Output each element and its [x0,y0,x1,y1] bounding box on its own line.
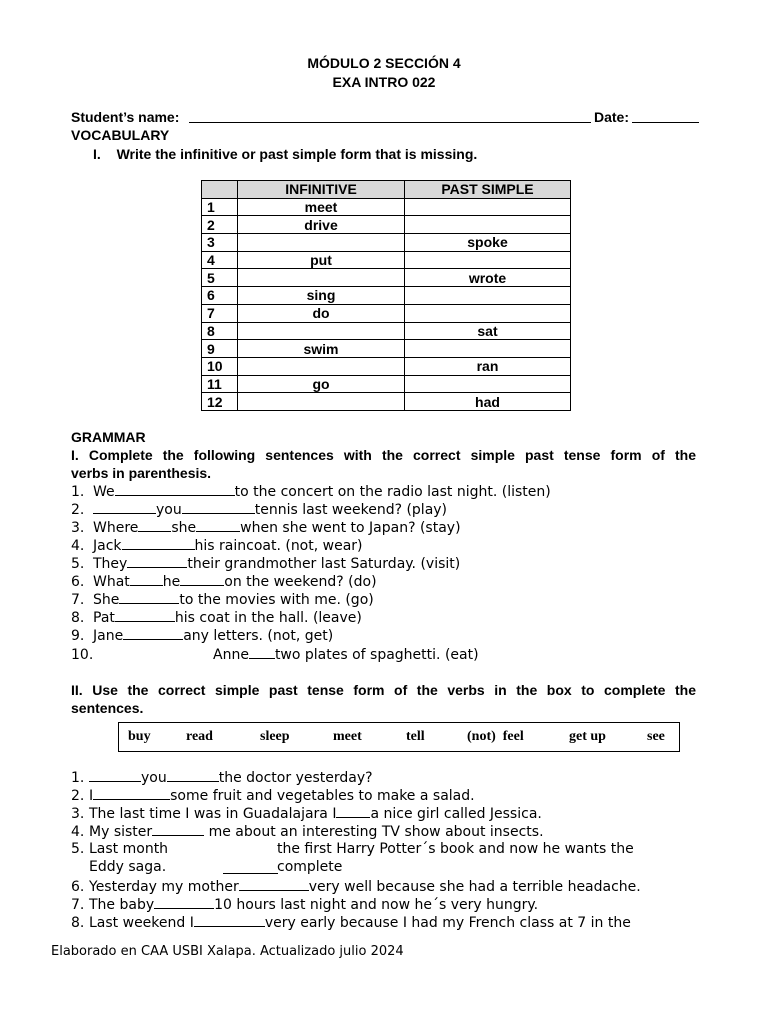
item-number: 7. [71,897,85,913]
sentence-text: you [156,502,182,518]
sentence-text: We [93,484,115,500]
sentence-text: she [171,520,197,536]
list-item [71,786,475,805]
sentence-text: Yesterday my mother [89,879,239,895]
item-number: 1. [71,770,85,786]
item-number: 10. [71,647,94,663]
answer-blank[interactable] [93,500,156,514]
date-blank[interactable] [632,122,699,123]
sentence-text: you [141,770,167,786]
verb-box-item: meet [333,729,362,744]
answer-blank[interactable] [130,572,163,586]
row-number-cell: 4 [202,251,238,269]
list-item [71,804,542,823]
answer-blank[interactable] [89,768,141,782]
table-row [202,216,571,234]
answer-blank[interactable] [93,786,170,800]
table-row [202,357,571,375]
verb-box-item: (not) feel [467,729,524,744]
item-number: 6. [71,574,85,590]
infinitive-cell: do [238,304,405,322]
past-simple-cell: spoke [405,234,571,252]
infinitive-cell: drive [238,216,405,234]
verb-box-item: get up [569,729,606,744]
sentence-text: Jack [93,538,122,554]
list-item [71,626,333,645]
sentence-text: Where [93,520,139,536]
document-subtitle: EXA INTRO 022 [332,74,436,90]
student-line [71,108,699,126]
table-row [202,269,571,287]
list-item [71,518,461,537]
past-simple-cell[interactable] [405,375,571,393]
infinitive-cell: swim [238,340,405,358]
item-number: 5. [71,841,85,857]
infinitive-cell: sing [238,287,405,305]
grammar-part2-instruction-line2: sentences. [71,700,144,716]
past-simple-cell: wrote [405,269,571,287]
sentence-text: to the concert on the radio last night. (listen) [234,484,551,500]
table-row [202,251,571,269]
sentence-text: The baby [89,897,155,913]
verb-box-item: tell [406,729,425,744]
sentence-text: on the weekend? (do) [224,574,377,590]
sentence-text: a nice girl called Jessica. [370,806,542,822]
row-number-cell: 8 [202,322,238,340]
row-number-cell: 12 [202,393,238,411]
sentence-text: when she went to Japan? (stay) [240,520,461,536]
sentence-text: They [93,556,128,572]
list-item [71,645,479,664]
item-number: 2. [71,502,85,518]
answer-blank[interactable] [239,877,309,891]
answer-blank[interactable] [119,590,179,604]
table-header-row [202,181,571,199]
sentence-text: I [89,788,94,804]
item-number: 4. [71,824,85,840]
answer-blank[interactable] [167,768,219,782]
sentence-text: Eddy saga. [89,859,167,875]
past-simple-cell[interactable] [405,251,571,269]
row-number-cell: 10 [202,357,238,375]
sentence-text: Jane [93,628,124,644]
item-number: 8. [71,915,85,931]
answer-blank[interactable] [138,518,171,532]
sentence-text: Pat [93,610,115,626]
item-number: 1. [71,484,85,500]
past-simple-cell: had [405,393,571,411]
row-number-cell: 5 [202,269,238,287]
column-header-past-simple: PAST SIMPLE [405,181,571,199]
sentence-text: My sister [89,824,153,840]
sentence-text: very early because I had my French class at 7 in the [264,915,631,931]
vocabulary-heading: VOCABULARY [71,127,170,143]
table-row [202,340,571,358]
student-name-label: Student’s name: [71,109,180,125]
infinitive-cell[interactable] [238,393,405,411]
instruction-text: Write the infinitive or past simple form that is missing. [116,146,478,162]
table-row [202,393,571,411]
grammar-part1-instruction-line2: verbs in parenthesis. [71,465,212,481]
column-header-infinitive: INFINITIVE [238,181,405,199]
past-simple-cell[interactable] [405,198,571,216]
list-item [71,895,538,914]
answer-blank[interactable] [194,913,265,927]
answer-blank[interactable] [115,608,175,622]
past-simple-cell[interactable] [405,340,571,358]
sentence-text: to the movies with me. (go) [179,592,374,608]
answer-blank[interactable] [249,645,275,659]
list-item [71,500,447,519]
past-simple-cell: ran [405,357,571,375]
sentence-text: Anne [213,647,249,663]
list-item [71,572,377,591]
row-number-cell: 1 [202,198,238,216]
answer-blank[interactable] [122,536,195,550]
list-item [71,913,631,932]
row-number-cell: 7 [202,304,238,322]
item-number: 4. [71,538,85,554]
infinitive-cell[interactable] [238,357,405,375]
verb-box [118,722,680,752]
sentence-text: Last month [89,841,169,857]
infinitive-cell: put [238,251,405,269]
item-number: 2. [71,788,85,804]
vocabulary-instruction [93,145,477,163]
row-number-cell: 6 [202,287,238,305]
sentence-text: me about an interesting TV show about insects. [204,824,544,840]
list-item [71,877,641,896]
sentence-text: his raincoat. (not, wear) [194,538,363,554]
instruction-number: I. [93,146,101,162]
verb-box-item: buy [128,729,151,744]
past-simple-cell[interactable] [405,287,571,305]
answer-blank[interactable] [115,482,235,496]
list-item [71,822,544,841]
sentence-text: The last time I was in Guadalajara I [89,806,337,822]
past-simple-cell: sat [405,322,571,340]
sentence-text: some fruit and vegetables to make a salad. [170,788,475,804]
sentence-text: tennis last weekend? (play) [254,502,448,518]
sentence-text: complete [277,859,343,875]
sentence-text: the doctor yesterday? [218,770,373,786]
answer-blank[interactable] [223,860,278,874]
grammar-part1-instruction-line1: I. Complete the following sentences with the correct simple past tense form of the [71,447,696,463]
sentence-text: the first Harry Potter´s book and now he wants the [277,841,634,857]
sentence-text: any letters. (not, get) [183,628,334,644]
infinitive-cell[interactable] [238,322,405,340]
answer-blank[interactable] [123,626,183,640]
item-number: 8. [71,610,85,626]
list-item [71,536,363,555]
row-number-cell: 9 [202,340,238,358]
table-row [202,375,571,393]
verb-box-item: read [186,729,213,744]
sentence-text: 10 hours last night and now he´s very hungry. [214,897,539,913]
past-simple-cell[interactable] [405,216,571,234]
past-simple-cell[interactable] [405,304,571,322]
sentence-text: two plates of spaghetti. (eat) [274,647,479,663]
date-label: Date: [594,109,630,125]
answer-blank[interactable] [196,518,240,532]
sentence-text: She [93,592,120,608]
sentence-text: he [162,574,181,590]
verb-box-item: sleep [260,729,290,744]
infinitive-cell: meet [238,198,405,216]
table-row [202,304,571,322]
answer-blank[interactable] [336,804,370,818]
list-item [71,482,551,501]
list-item [71,554,460,573]
sentence-text: his coat in the hall. (leave) [174,610,362,626]
grammar-part2-instruction-line1: II. Use the correct simple past tense form of the verbs in the box to complete the [71,682,696,698]
row-number-cell: 3 [202,234,238,252]
infinitive-cell[interactable] [238,269,405,287]
infinitive-cell: go [238,375,405,393]
document-title: MÓDULO 2 SECCIÓN 4 [307,55,461,71]
item-number: 7. [71,592,85,608]
column-header-number [202,181,238,199]
item-number: 9. [71,628,85,644]
grammar-heading: GRAMMAR [71,429,146,445]
verb-box-item: see [647,729,665,744]
table-row [202,287,571,305]
table-row [202,322,571,340]
item-number: 6. [71,879,85,895]
answer-blank[interactable] [152,822,204,836]
table-row [202,198,571,216]
answer-blank[interactable] [154,895,214,909]
list-item [71,590,374,609]
list-item [71,608,362,627]
list-item [71,768,373,787]
sentence-text: their grandmother last Saturday. (visit) [187,556,461,572]
sentence-text: very well because she had a terrible headache. [308,879,641,895]
answer-blank[interactable] [182,500,255,514]
sentence-text: Last weekend I [89,915,194,931]
item-number: 5. [71,556,85,572]
item-number: 3. [71,806,85,822]
sentence-text: What [93,574,130,590]
student-name-blank[interactable] [189,122,591,123]
answer-blank[interactable] [127,554,187,568]
list-item [71,840,634,875]
item-number: 3. [71,520,85,536]
table-row [202,234,571,252]
infinitive-cell[interactable] [238,234,405,252]
row-number-cell: 11 [202,375,238,393]
vocabulary-table [201,180,571,411]
footer-text: Elaborado en CAA USBI Xalapa. Actualizado julio 2024 [51,944,404,959]
answer-blank[interactable] [180,572,224,586]
row-number-cell: 2 [202,216,238,234]
